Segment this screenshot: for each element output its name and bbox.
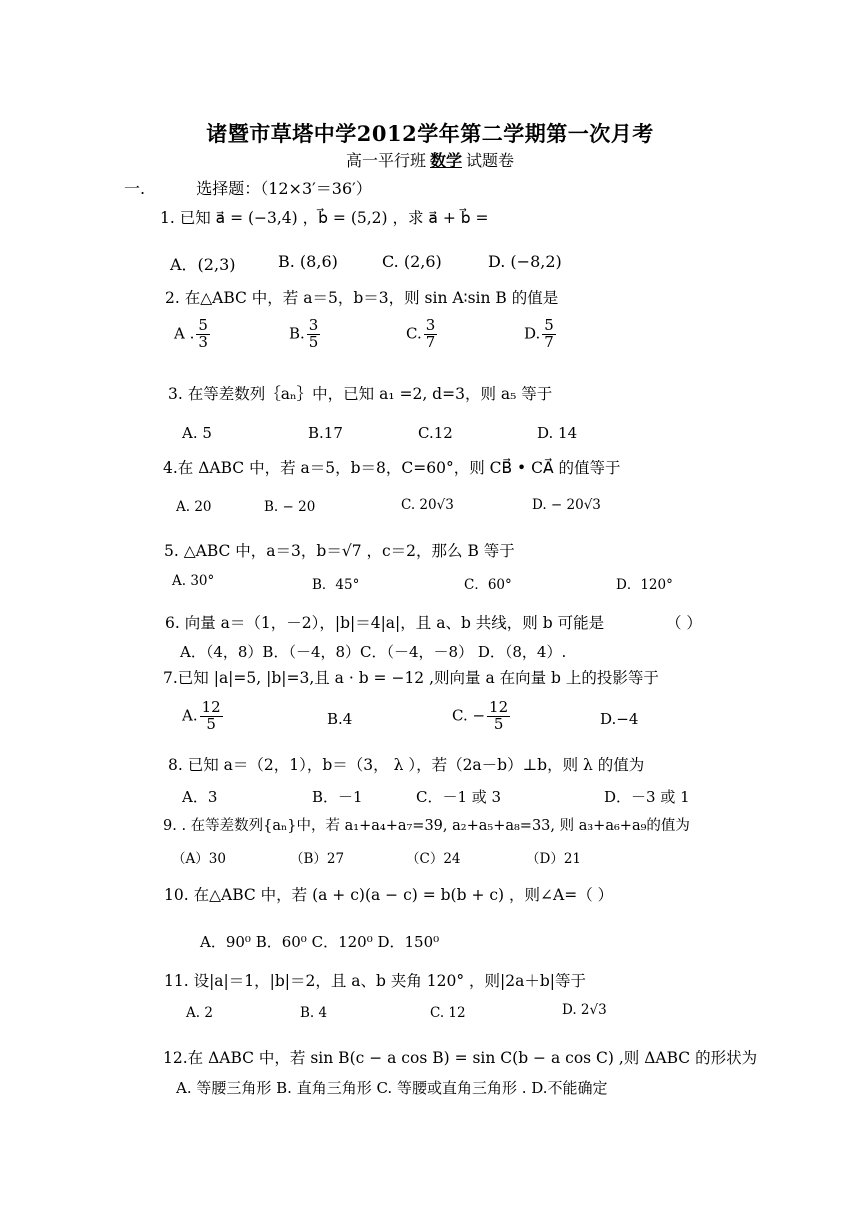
subtitle-grade: 高一平行班 [345, 151, 426, 170]
option-prefix: A . [174, 324, 195, 343]
question-7-option-d [600, 710, 638, 728]
option-prefix: C. − [452, 706, 486, 725]
question-5-option-a: A. 30° [172, 573, 215, 589]
question-2-option-c [406, 318, 439, 351]
question-7-option-c [452, 700, 512, 733]
question-12-stem: 12.在 ΔABC 中，若 sin B(c − a cos B) = sin C(b − a cos C) ,则 ΔABC 的形状为 [163, 1049, 758, 1067]
option-prefix: B. [327, 710, 343, 728]
question-4-option-a: A. 20 [176, 499, 212, 515]
question-3-option-c: C.12 [418, 424, 453, 442]
question-8-option-d: D．－3 或 1 [604, 788, 690, 806]
section-name: 选择题：（12×3′＝36′） [196, 179, 372, 198]
question-3-option-d: D. 14 [537, 424, 578, 442]
page-subtitle [0, 148, 860, 171]
option-prefix: C. [406, 324, 422, 343]
question-8-stem: 8. 已知 a＝（2，1），b＝（3， λ ），若（2a－b）⊥b，则 λ 的值为 [168, 756, 645, 774]
question-11-option-a: A. 2 [186, 1005, 213, 1021]
question-2-option-b [289, 318, 322, 351]
page-title: 诸暨市草塔中学2012学年第二学期第一次月考 [206, 121, 654, 146]
question-11-option-d: D. 2√3 [562, 1002, 607, 1018]
question-11-option-b: B. 4 [300, 1005, 328, 1021]
question-2-option-d [524, 318, 558, 351]
fraction [200, 700, 223, 733]
question-11-stem: 11. 设|a|＝1，|b|＝2，且 a、b 夹角 120° ，则|2a＋b|等于 [164, 972, 587, 990]
question-1-option-a: A．(2,3) [170, 255, 236, 274]
question-1-option-d: D. (−8,2) [488, 252, 562, 271]
numerator: 12 [201, 698, 221, 716]
question-9-stem: 9. . 在等差数列{aₙ}中，若 a₁+a₄+a₇=39, a₂+a₅+a₈=33, 则 a₃+a₆+a₉的值为 [163, 818, 690, 834]
answer-paren: （ ） [666, 614, 702, 632]
numerator: 5 [544, 316, 554, 334]
question-11-option-c: C. 12 [430, 1005, 466, 1021]
question-8-option-a: A．3 [182, 788, 218, 806]
question-1-option-c: C. (2,6) [382, 252, 442, 271]
question-12-options: A. 等腰三角形 B. 直角三角形 C. 等腰或直角三角形 . D.不能确定 [176, 1079, 608, 1097]
section-label: 一. [124, 179, 146, 198]
question-5-option-d: D．120° [616, 577, 673, 593]
denominator: 5 [308, 332, 319, 351]
question-10-stem: 10. 在△ABC 中，若 (a + c)(a − c) = b(b + c) ，则∠A=（ ） [164, 886, 614, 904]
option-prefix: A. [182, 706, 198, 725]
fraction [196, 318, 210, 351]
question-7-stem: 7.已知 |a|=5, |b|=3,且 a · b = −12 ,则向量 a 在向量 b 上的投影等于 [163, 669, 659, 687]
fraction [424, 318, 438, 351]
numerator: 12 [489, 698, 509, 716]
question-7-option-b [327, 710, 352, 728]
question-7-option-a [182, 700, 225, 733]
option-prefix: B. [289, 324, 305, 343]
question-6-options: A．（4，8）B．（－4，8）C．（－4，－8） D．（8，4）. [180, 643, 567, 661]
numerator: 3 [308, 316, 319, 334]
fraction [542, 318, 556, 351]
question-8-option-b: B．－1 [312, 788, 363, 806]
option-prefix: D. [600, 710, 617, 728]
denominator: 7 [425, 332, 436, 351]
option-prefix: D. [524, 324, 541, 343]
fraction [487, 700, 510, 733]
question-9-option-b: （B）27 [290, 851, 345, 867]
question-5-stem: 5. △ABC 中，a＝3，b＝√7 ，c＝2，那么 B 等于 [164, 542, 515, 560]
question-5-option-b: B．45° [312, 577, 360, 593]
question-3-stem: 3. 在等差数列｛aₙ｝中，已知 a₁ =2, d=3，则 a₅ 等于 [168, 385, 553, 403]
fraction [307, 318, 321, 351]
question-6-stem: 6. 向量 a＝（1，－2），|b|＝4|a|，且 a、b 共线，则 b 可能是 [165, 614, 605, 632]
option-value: 4 [342, 710, 353, 728]
question-4-option-d: D. − 20√3 [532, 497, 601, 513]
question-4-option-c: C. 20√3 [401, 497, 454, 513]
question-4-option-b: B. − 20 [264, 499, 316, 515]
question-2-stem: 2. 在△ABC 中，若 a＝5，b＝3，则 sin A∶sin B 的值是 [165, 289, 559, 307]
question-5-option-c: C．60° [464, 577, 512, 593]
denominator: 7 [544, 332, 554, 351]
subtitle-suffix: 试题卷 [466, 151, 515, 170]
question-1-stem: 1. 已知 a⃗ = (−3,4) ，b⃗ = (5,2) ，求 a⃗ + b⃗ = [160, 209, 489, 227]
question-4-stem: 4.在 ΔABC 中，若 a＝5，b＝8，C=60°，则 CB⃗ • CA⃗ 的值等于 [163, 459, 621, 477]
question-10-options: A．90⁰ B．60⁰ C．120⁰ D．150⁰ [200, 933, 440, 951]
question-3-option-b: B.17 [308, 424, 343, 442]
question-2-option-a [174, 318, 212, 351]
question-9-option-a: （A）30 [172, 851, 226, 867]
question-1-option-b: B. (8,6) [278, 252, 338, 271]
denominator: 3 [198, 332, 208, 351]
section-heading [124, 176, 372, 199]
subtitle-subject: 数学 [429, 151, 462, 170]
denominator: 5 [206, 714, 216, 733]
numerator: 3 [425, 316, 436, 334]
question-8-option-c: C．－1 或 3 [416, 788, 502, 806]
numerator: 5 [198, 316, 208, 334]
option-value: −4 [616, 710, 639, 728]
question-3-option-a: A. 5 [182, 424, 212, 442]
question-9-option-c: （C）24 [406, 851, 461, 867]
question-9-option-d: （D）21 [526, 851, 582, 867]
denominator: 5 [493, 714, 504, 733]
